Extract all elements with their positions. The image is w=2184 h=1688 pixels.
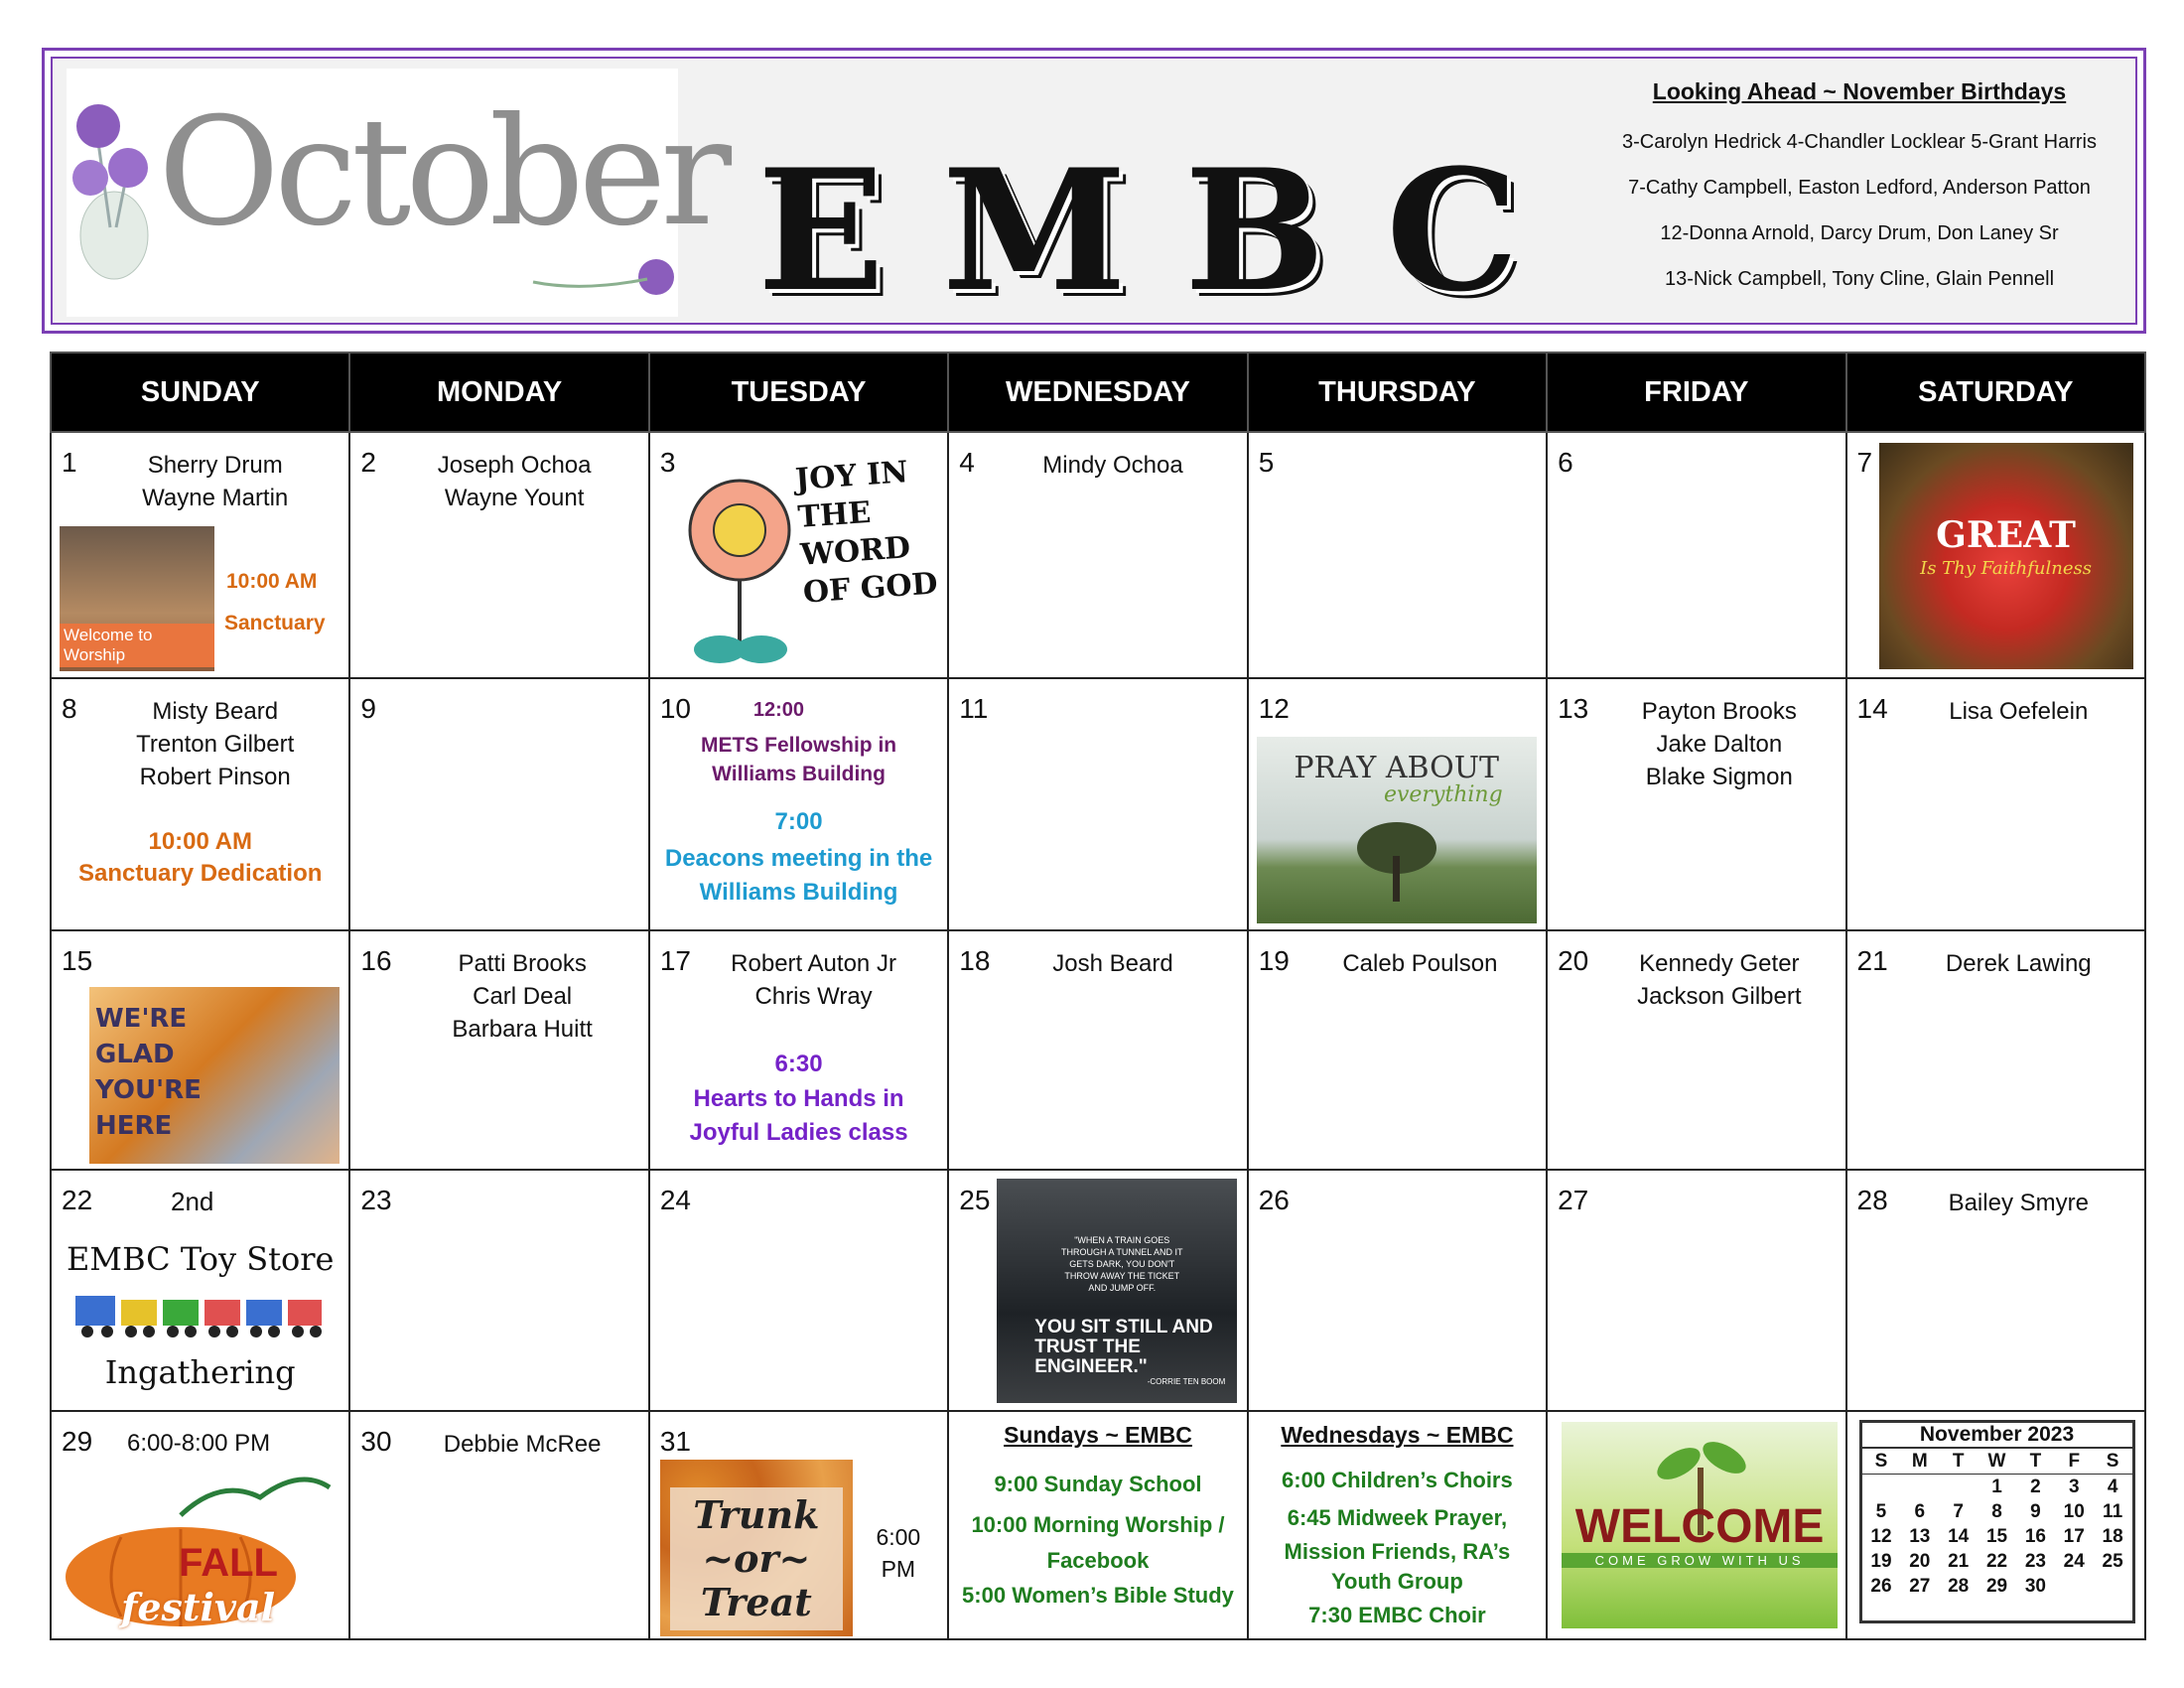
birthday-name: Bailey Smyre [1948, 1190, 2089, 1216]
pray-about-image [1257, 737, 1537, 923]
mini-calendar-weekday: T [2029, 1451, 2042, 1472]
birthday-names [1298, 947, 1542, 980]
birthday-line: 12-Donna Arnold, Darcy Drum, Don Laney Sr [1660, 222, 2059, 244]
mini-calendar-day: 15 [1985, 1526, 2008, 1547]
mini-calendar-day [2094, 1574, 2132, 1599]
event-time: 10:00 AM [148, 828, 252, 855]
worship-image-label: Welcome to Worship [60, 624, 214, 667]
wednesdays-schedule [1248, 1411, 1547, 1639]
day-cell-5 [1248, 432, 1547, 678]
joy-image [680, 447, 940, 671]
glad-youre-here-image [89, 987, 340, 1164]
event-time: 6:30 [774, 1051, 823, 1077]
birthday-names [85, 695, 344, 793]
mini-calendar-weekday: M [1911, 1451, 1928, 1472]
mini-calendar-day: 14 [1948, 1526, 1970, 1547]
event-title: METS Fellowship in Williams Building [700, 734, 897, 785]
day-number: 18 [959, 945, 991, 976]
trunk-or-treat-image [660, 1460, 853, 1636]
trunk-text: Trunk ~or~ Treat [670, 1487, 843, 1630]
day-cell-2 [349, 432, 648, 678]
ingathering-text: Ingathering [104, 1353, 296, 1391]
october-logo [67, 69, 727, 317]
birthday-name: Kennedy Geter [1639, 950, 1800, 977]
mini-calendar-day: 28 [1948, 1576, 1970, 1597]
schedule-line: 5:00 Women’s Bible Study [962, 1583, 1234, 1608]
worship-image [60, 526, 214, 671]
week-row [51, 1411, 2145, 1639]
day-cell-7 [1846, 432, 2145, 678]
week-row [51, 930, 2145, 1170]
mini-calendar-day: 19 [1870, 1551, 1892, 1572]
day-cell-30 [349, 1411, 648, 1639]
weekday-header: MONDAY [349, 352, 648, 432]
day-number: 27 [1558, 1185, 1589, 1215]
mini-calendar-day: 25 [2102, 1551, 2123, 1572]
mini-calendar-cell [1846, 1411, 2145, 1639]
mini-calendar-day: 9 [2030, 1501, 2041, 1522]
day-number: 31 [659, 1426, 691, 1457]
schedule-line: 9:00 Sunday School [994, 1472, 1202, 1496]
mini-calendar-day: 2 [2030, 1477, 2041, 1497]
day-number: 22 [62, 1185, 93, 1215]
fall-festival-image [62, 1468, 340, 1634]
pray-subtext: everything [1383, 782, 1503, 807]
day-number: 12 [1258, 693, 1290, 724]
birthday-name: Caleb Poulson [1342, 950, 1498, 977]
calendar-grid [50, 352, 2146, 1640]
weekday-header-row [51, 352, 2145, 432]
org-title: EMBC [757, 132, 1576, 329]
mini-calendar-heads [1862, 1449, 2132, 1475]
day-cell-12 [1248, 678, 1547, 930]
day-number: 15 [62, 945, 93, 976]
day-number: 10 [659, 693, 691, 724]
mini-calendar-day: 6 [1914, 1501, 1926, 1522]
day-cell-26 [1248, 1170, 1547, 1411]
day-cell-9 [349, 678, 648, 930]
birthday-names [983, 449, 1242, 482]
day-number: 17 [659, 945, 691, 976]
schedule-line: 10:00 Morning Worship / Facebook [971, 1512, 1225, 1573]
schedule-line: 7:30 EMBC Choir [1308, 1603, 1486, 1627]
birthday-name: Josh Beard [1052, 950, 1173, 977]
birthday-name: Debbie McRee [443, 1431, 602, 1458]
event-place: Sanctuary [224, 612, 326, 634]
day-note: 2nd [171, 1187, 214, 1216]
day-number: 2 [360, 447, 376, 478]
birthday-name: Chris Wray [754, 983, 873, 1010]
event-time: 6:00-8:00 PM [127, 1430, 271, 1457]
event-time: 10:00 AM [226, 570, 318, 593]
day-number: 6 [1558, 447, 1573, 478]
welcome-cell [1547, 1411, 1845, 1639]
mini-calendar-title: November 2023 [1862, 1423, 2132, 1449]
birthday-names [983, 947, 1242, 980]
trust-engineer-image [997, 1179, 1237, 1403]
day-number: 29 [62, 1426, 93, 1457]
weekday-header: SUNDAY [51, 352, 349, 432]
mini-calendar-weekday: S [2106, 1451, 2119, 1472]
mini-calendar-day: 20 [1909, 1551, 1931, 1572]
birthday-name: Carl Deal [473, 983, 573, 1010]
day-cell-8 [51, 678, 349, 930]
day-cell-13 [1547, 678, 1845, 930]
birthday-names [1897, 947, 2140, 980]
birthday-name: Trenton Gilbert [136, 731, 295, 758]
sundays-schedule [948, 1411, 1247, 1639]
event-time: 7:00 [774, 808, 823, 835]
day-cell-21 [1846, 930, 2145, 1170]
birthday-names [400, 947, 643, 1046]
event-title: Hearts to Hands in Joyful Ladies class [689, 1085, 908, 1146]
day-cell-25 [948, 1170, 1247, 1411]
birthday-name: Lisa Oefelein [1949, 698, 2089, 725]
day-number: 5 [1258, 447, 1275, 478]
mini-calendar-day: 22 [1985, 1551, 2008, 1572]
mini-calendar-day [1939, 1475, 1978, 1499]
mini-calendar-day [2055, 1574, 2094, 1599]
mini-calendar-weekday: W [1987, 1451, 2006, 1472]
mini-calendar-weekday: T [1952, 1451, 1965, 1472]
day-cell-31 [649, 1411, 948, 1639]
day-cell-20 [1547, 930, 1845, 1170]
event-time: 12:00 [752, 699, 804, 721]
sundays-title: Sundays ~ EMBC [1004, 1422, 1192, 1448]
day-cell-19 [1248, 930, 1547, 1170]
mini-calendar-day: 13 [1909, 1526, 1931, 1547]
mini-calendar-day: 7 [1953, 1501, 1964, 1522]
day-cell-15 [51, 930, 349, 1170]
mini-calendar-days [1862, 1475, 2132, 1599]
mini-calendar-weekday: F [2068, 1451, 2081, 1472]
week-row [51, 432, 2145, 678]
birthday-line: 7-Cathy Campbell, Easton Ledford, Anderson Patton [1628, 177, 2091, 199]
great-faithfulness-image [1879, 443, 2133, 669]
birthday-name: Wayne Martin [142, 485, 289, 511]
glad-text: WE'RE GLAD YOU'RE HERE [95, 1004, 202, 1141]
weekday-header: THURSDAY [1248, 352, 1547, 432]
festival-text: festival [121, 1585, 276, 1629]
birthday-name: Patti Brooks [458, 950, 587, 977]
week-row [51, 1170, 2145, 1411]
day-number: 16 [360, 945, 392, 976]
day-number: 8 [62, 693, 77, 724]
mini-calendar-day: 23 [2024, 1551, 2046, 1572]
weekday-header: WEDNESDAY [948, 352, 1247, 432]
welcome-image [1562, 1422, 1838, 1628]
birthday-name: Robert Auton Jr [731, 950, 896, 977]
birthday-name: Sherry Drum [147, 452, 283, 479]
day-number: 20 [1558, 945, 1589, 976]
birthday-name: Mindy Ochoa [1042, 452, 1183, 479]
day-number: 30 [360, 1426, 392, 1457]
mini-calendar-weekday: S [1874, 1451, 1888, 1472]
mini-calendar-day: 1 [1991, 1477, 2002, 1497]
birthday-line: 3-Carolyn Hedrick 4-Chandler Locklear 5-Grant Harris [1622, 131, 2097, 153]
weekday-header: FRIDAY [1547, 352, 1845, 432]
day-number: 3 [659, 447, 676, 478]
schedule-line: 6:00 Children’s Choirs [1282, 1468, 1513, 1492]
birthday-name: Jake Dalton [1656, 731, 1783, 758]
day-number: 28 [1856, 1185, 1888, 1215]
schedule-line: Youth Group [1331, 1569, 1463, 1594]
pray-text: PRAY ABOUT [1294, 751, 1500, 785]
tree-icon [1352, 816, 1441, 906]
weekday-header: SATURDAY [1846, 352, 2145, 432]
day-cell-22 [51, 1170, 349, 1411]
mini-calendar-day: 30 [2024, 1576, 2046, 1597]
day-cell-11 [948, 678, 1247, 930]
birthday-names [1597, 947, 1841, 1013]
day-number: 1 [62, 447, 77, 478]
day-number: 11 [959, 693, 989, 724]
day-cell-27 [1547, 1170, 1845, 1411]
day-number: 26 [1258, 1185, 1290, 1215]
mini-calendar-day [1900, 1475, 1939, 1499]
birthday-names [684, 947, 943, 1013]
day-cell-4 [948, 432, 1247, 678]
event-title: Sanctuary Dedication [78, 860, 323, 887]
flower-icon [680, 451, 799, 669]
quote-big-text: YOU SIT STILL AND TRUST THE ENGINEER." [1034, 1317, 1213, 1377]
birthday-name: Joseph Ochoa [437, 452, 592, 479]
birthday-name: Wayne Yount [444, 485, 585, 511]
birthday-name: Derek Lawing [1945, 950, 2092, 977]
event-time: 6:00 PM [876, 1524, 921, 1582]
birthday-name: Payton Brooks [1641, 698, 1797, 725]
mini-calendar-day: 3 [2068, 1477, 2080, 1497]
mini-calendar-day: 17 [2063, 1526, 2085, 1547]
event-title: Deacons meeting in the Williams Building [664, 845, 933, 906]
day-cell-10 [649, 678, 948, 930]
day-number: 23 [360, 1185, 392, 1215]
day-cell-3 [649, 432, 948, 678]
great-subtext: Is Thy Faithfulness [1920, 558, 2092, 579]
birthday-names [1897, 695, 2140, 728]
day-cell-23 [349, 1170, 648, 1411]
day-number: 19 [1258, 945, 1290, 976]
mini-calendar-day: 18 [2102, 1526, 2123, 1547]
birthday-name: Misty Beard [152, 698, 279, 725]
mini-calendar-day: 8 [1991, 1501, 2002, 1522]
mini-calendar-day: 24 [2063, 1551, 2085, 1572]
birthday-name: Robert Pinson [139, 764, 291, 790]
toy-store-title: EMBC Toy Store [66, 1240, 335, 1278]
day-cell-6 [1547, 432, 1845, 678]
day-number: 25 [959, 1185, 991, 1215]
mini-calendar-day: 26 [1870, 1576, 1892, 1597]
header-box [42, 48, 2146, 334]
day-cell-1 [51, 432, 349, 678]
week-row [51, 678, 2145, 930]
birthday-names [85, 449, 344, 514]
day-number: 4 [959, 447, 975, 478]
quote-text: "WHEN A TRAIN GOES THROUGH A TUNNEL AND IT GETS DARK, YOU DON'T THROW AWAY THE TICKET AND JUMP OFF. [1061, 1235, 1183, 1293]
day-cell-28 [1846, 1170, 2145, 1411]
day-cell-24 [649, 1170, 948, 1411]
mini-calendar-day: 27 [1909, 1576, 1931, 1597]
day-cell-29 [51, 1411, 349, 1639]
day-cell-18 [948, 930, 1247, 1170]
day-cell-14 [1846, 678, 2145, 930]
november-birthdays [1552, 78, 2167, 302]
fall-text: FALL [179, 1541, 278, 1585]
birthday-line: 13-Nick Campbell, Tony Cline, Glain Pennell [1664, 268, 2055, 290]
day-number: 13 [1558, 693, 1589, 724]
mini-calendar-day: 5 [1875, 1501, 1887, 1522]
birthday-name: Barbara Huitt [452, 1016, 593, 1043]
mini-calendar-day: 11 [2103, 1501, 2123, 1522]
quote-author: -CORRIE TEN BOOM [1147, 1377, 1226, 1386]
birthday-names [400, 1428, 643, 1461]
mini-calendar-day: 29 [1985, 1576, 2008, 1597]
day-number: 14 [1856, 693, 1888, 724]
mini-calendar-day: 10 [2063, 1501, 2085, 1522]
birthday-names [1897, 1187, 2140, 1219]
toy-train-icon [68, 1282, 326, 1341]
birthday-name: Jackson Gilbert [1637, 983, 1802, 1010]
birthday-names [384, 449, 643, 514]
welcome-text: WELCOME [1574, 1500, 1825, 1553]
mini-calendar-day: 12 [1870, 1526, 1892, 1547]
mini-calendar-day: 4 [2107, 1477, 2118, 1497]
day-number: 7 [1856, 447, 1873, 478]
mini-calendar-day: 16 [2024, 1526, 2046, 1547]
wednesdays-title: Wednesdays ~ EMBC [1281, 1422, 1514, 1448]
great-text: GREAT [1936, 514, 2076, 556]
joy-text: JOY IN THE WORD OF GOD [793, 455, 939, 611]
day-cell-16 [349, 930, 648, 1170]
mini-calendar-day: 21 [1948, 1551, 1970, 1572]
weekday-header: TUESDAY [649, 352, 948, 432]
mini-calendar-day [1862, 1475, 1901, 1499]
day-number: 21 [1856, 945, 1888, 976]
birthdays-title: Looking Ahead ~ November Birthdays [1652, 78, 2067, 104]
welcome-subtext: COME GROW WITH US [1562, 1553, 1838, 1568]
november-mini-calendar [1859, 1420, 2135, 1623]
birthday-names [1597, 695, 1841, 793]
day-number: 9 [360, 693, 376, 724]
birthday-name: Blake Sigmon [1645, 764, 1793, 790]
day-number: 24 [659, 1185, 691, 1215]
schedule-line: 6:45 Midweek Prayer, Mission Friends, RA’s [1284, 1505, 1511, 1564]
month-title: October [158, 86, 727, 259]
day-cell-17 [649, 930, 948, 1170]
